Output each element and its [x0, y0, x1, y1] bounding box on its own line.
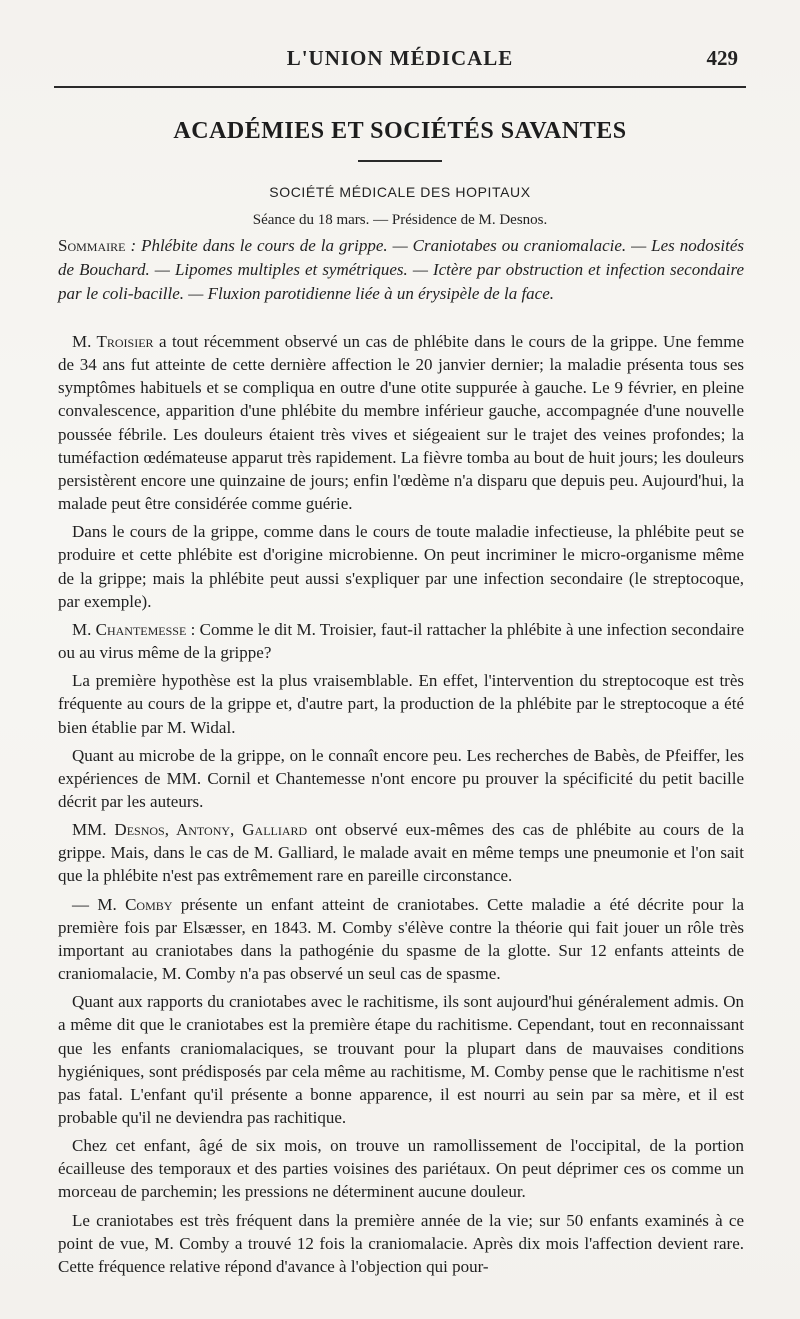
paragraph [58, 330, 744, 515]
paragraph-text: Quant aux rapports du craniotabes avec le rachitisme, ils sont aujourd'hui généralement admis. On a même dit que le craniotabes est la première étape du rachitisme. Cependant, tout en reconnaissant que les enfants craniomalaciques, se trouvant pour la plupart dans de mauvaises conditions hygiéniques, sont prédisposés par cela même au rachitisme, M. Comby pense que le rachitisme n'est pas fatal. L'enfant qu'il présente a bonne apparence, il est nourri au sein par sa mère, et il est probable qu'il ne deviendra pas rachitique. [58, 992, 744, 1127]
section-title: ACADÉMIES ET SOCIÉTÉS SAVANTES [173, 118, 627, 144]
paragraph-text: Le craniotabes est très fréquent dans la première année de la vie; sur 50 enfants examinés à ce point de vue, M. Comby a trouvé 12 fois la craniomalacie. Après dix mois l'affection devient rare. Cette fréquence relative répond d'avance à l'objection qui pour- [58, 1210, 744, 1276]
speaker-name: M. Troisier [72, 332, 154, 351]
running-head [58, 46, 742, 76]
sommaire-label: Sommaire [58, 236, 126, 255]
article-body [58, 330, 744, 1283]
paragraph [58, 520, 744, 613]
paragraph-text: Chez cet enfant, âgé de six mois, on trouve un ramollissement de l'occipital, de la portion écailleuse des temporaux et des parties voisines des pariétaux. On peut déprimer ces os comme un morceau de parchemin; les pressions ne déterminent aucune douleur. [58, 1136, 744, 1202]
paragraph-text: Dans le cours de la grippe, comme dans le cours de toute maladie infectieuse, la phlébite peut se produire et cette phlébite est d'origine microbienne. On peut incriminer le micro-organisme même de la grippe; mais la phlébite peut aussi s'expliquer par une infection secondaire (le streptocoque, par exemple). [58, 522, 744, 611]
society-name: SOCIÉTÉ MÉDICALE DES HOPITAUX [269, 184, 531, 200]
header-rule [54, 86, 746, 88]
paragraph [58, 1209, 744, 1278]
paragraph-text: ont observé eux-mêmes des cas de phlébite au cours de la grippe. Mais, dans le cas de M. Galliard, le malade avait en même temps une pneumonie et l'on sait que la phlébite n'est pas extrêmement rare en pareille circonstance. [58, 820, 744, 886]
paragraph-text: a tout récemment observé un cas de phlébite dans le cours de la grippe. Une femme de 34 ans fut atteinte de cette dernière affection le 20 janvier dernier; la maladie présenta tous ses symptômes habituels et se compliqua en outre d'une otite suppurée à gauche. Le 9 février, en pleine convalescence, apparition d'une phlébite du membre inférieur gauche, accompagnée d'une nouvelle poussée fébrile. Les douleurs étaient très vives et siégeaient sur le trajet des veines profondes; la tuméfaction œdémateuse apparut très rapidement. La fièvre tomba au bout de huit jours; les douleurs persistèrent encore une quinzaine de jours; enfin l'œdème n'a disparu que depuis peu. Aujourd'hui, la malade peut être considérée comme guérie. [58, 332, 744, 514]
speaker-name: MM. Desnos, Antony, Galliard [72, 820, 308, 840]
paragraph [58, 1134, 744, 1203]
sommaire-text: : Phlébite dans le cours de la grippe. — Craniotabes ou craniomalacie. — Les nodosités de Bouchard. — Lipomes multiples et symétriques. — Ictère par obstruction et infection secondaire par le coli-bacille. — Fluxion parotidienne liée à un érysipèle de la face. [58, 236, 744, 303]
paragraph [58, 818, 744, 887]
paragraph-text: : Comme le dit M. Troisier, faut-il rattacher la phlébite à une infection secondaire ou au virus même de la grippe? [58, 619, 745, 663]
paragraph [58, 744, 744, 813]
running-title: L'UNION MÉDICALE [286, 46, 514, 70]
page-number: 429 [706, 46, 738, 70]
sommaire [58, 234, 744, 306]
speaker-name: M. Chantemesse [72, 619, 187, 639]
paragraph-text: Quant au microbe de la grippe, on le connaît encore peu. Les recherches de Babès, de Pfeiffer, les expériences de MM. Cornil et Chantemesse n'ont encore pu prouver la spécificité du petit bacille décrit par les auteurs. [58, 745, 744, 811]
paragraph [58, 669, 744, 738]
paragraph-text: La première hypothèse est la plus vraisemblable. En effet, l'intervention du streptocoque est très fréquente au cours de la grippe et, d'autre part, la production de la phlébite par le streptocoque a été bien établie par M. Widal. [58, 671, 744, 737]
title-rule [358, 160, 442, 162]
paragraph-text: présente un enfant atteint de craniotabes. Cette maladie a été décrite pour la première fois par Elsæsser, en 1843. M. Comby s'élève contre la théorie qui fait jouer un rôle très important au craniotabes dans la pathogénie du spasme de la glotte. Sur 12 enfants atteints de craniomalacie, M. Comby n'a pas observé un seul cas de spasme. [58, 894, 744, 984]
seance-line: Séance du 18 mars. — Présidence de M. Desnos. [252, 212, 548, 228]
paragraph [58, 990, 744, 1129]
paragraph [58, 618, 744, 664]
speaker-name: — M. Comby [72, 894, 173, 914]
paragraph [58, 893, 744, 986]
